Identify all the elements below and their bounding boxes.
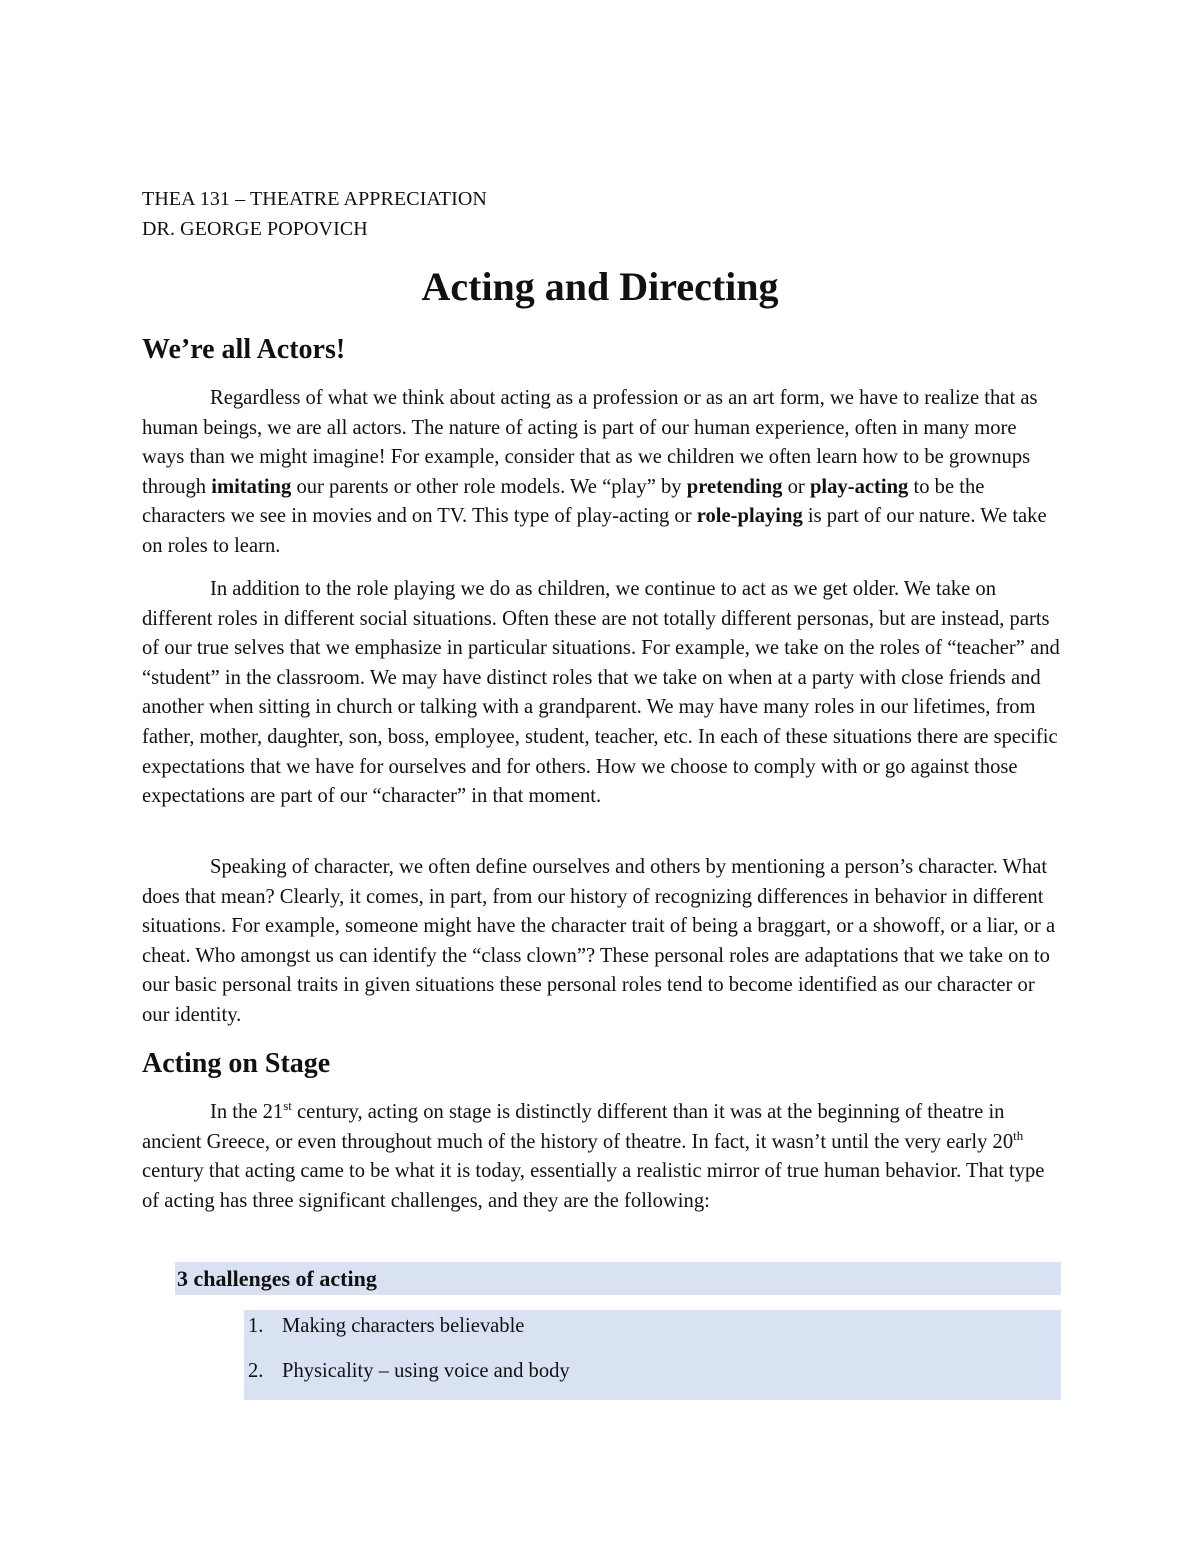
challenges-list (244, 1310, 1061, 1400)
paragraph-actors-1: Regardless of what we think about acting as a profession or as an art form, we have to realize that as human beings, we are all actors. The nature of acting is part of our human experience, often in many more ways than we might imagine! For example, consider that as we children we often learn how to be grownups through imitating our parents or other role models. We “play” by pretending or play-acting to be the characters we see in movies and on TV. This type of play-acting or role-playing is part of our nature. We take on roles to learn. (142, 387, 1047, 557)
list-item-text: Making characters believable (282, 1315, 525, 1337)
paragraph-stage-1: In the 21st century, acting on stage is distinctly different than it was at the beginning of theatre in ancient Greece, or even throughout much of the history of theatre. In fact, it wasn’t until the very early 20th century that acting came to be what it is today, essentially a realistic mirror of true human behavior. That type of acting has three significant challenges, and they are the following: (142, 1098, 1045, 1212)
paragraph-actors-2: In addition to the role playing we do as children, we continue to act as we get older. We take on different roles in different social situations. Often these are not totally different personas, but are instead, parts of our true selves that we emphasize in particular situations. For example, we take on the roles of “teacher” and “student” in the classroom. We may have distinct roles that we take on when at a party with close friends and another when sitting in church or talking with a grandparent. We may have many roles in our lifetimes, from father, mother, daughter, son, boss, employee, student, teacher, etc. In each of these situations there are specific expectations that we have for ourselves and for others. How we choose to comply with or go against those expectations are part of our “character” in that moment. (142, 578, 1060, 808)
document-title: Acting and Directing (421, 264, 779, 309)
list-item-text: Physicality – using voice and body (282, 1360, 570, 1382)
section-heading-actors: We’re all Actors! (142, 334, 346, 365)
term-pretending: pretending (686, 475, 783, 498)
course-code: THEA 131 – THEATRE APPRECIATION (142, 188, 487, 210)
term-role-playing: role-playing (696, 505, 803, 528)
list-item (244, 1312, 524, 1340)
list-item (244, 1357, 570, 1385)
term-play-acting: play-acting (809, 475, 909, 498)
instructor-name: DR. GEORGE POPOVICH (142, 218, 368, 240)
term-imitating: imitating (211, 475, 292, 498)
section-heading-stage: Acting on Stage (142, 1048, 331, 1079)
list-item-number: 1. (248, 1315, 264, 1337)
challenges-table-header: 3 challenges of acting (175, 1262, 1061, 1295)
paragraph-actors-3: Speaking of character, we often define ourselves and others by mentioning a person’s character. What does that mean? Clearly, it comes, in part, from our history of recognizing differences in behavior in different situations. For example, someone might have the character trait of being a braggart, or a showoff, or a liar, or a cheat. Who amongst us can identify the “class clown”? These personal roles are adaptations that we take on to our basic personal traits in given situations these personal roles tend to become identified as our character or our identity. (142, 856, 1056, 1026)
list-item-number: 2. (248, 1360, 264, 1382)
